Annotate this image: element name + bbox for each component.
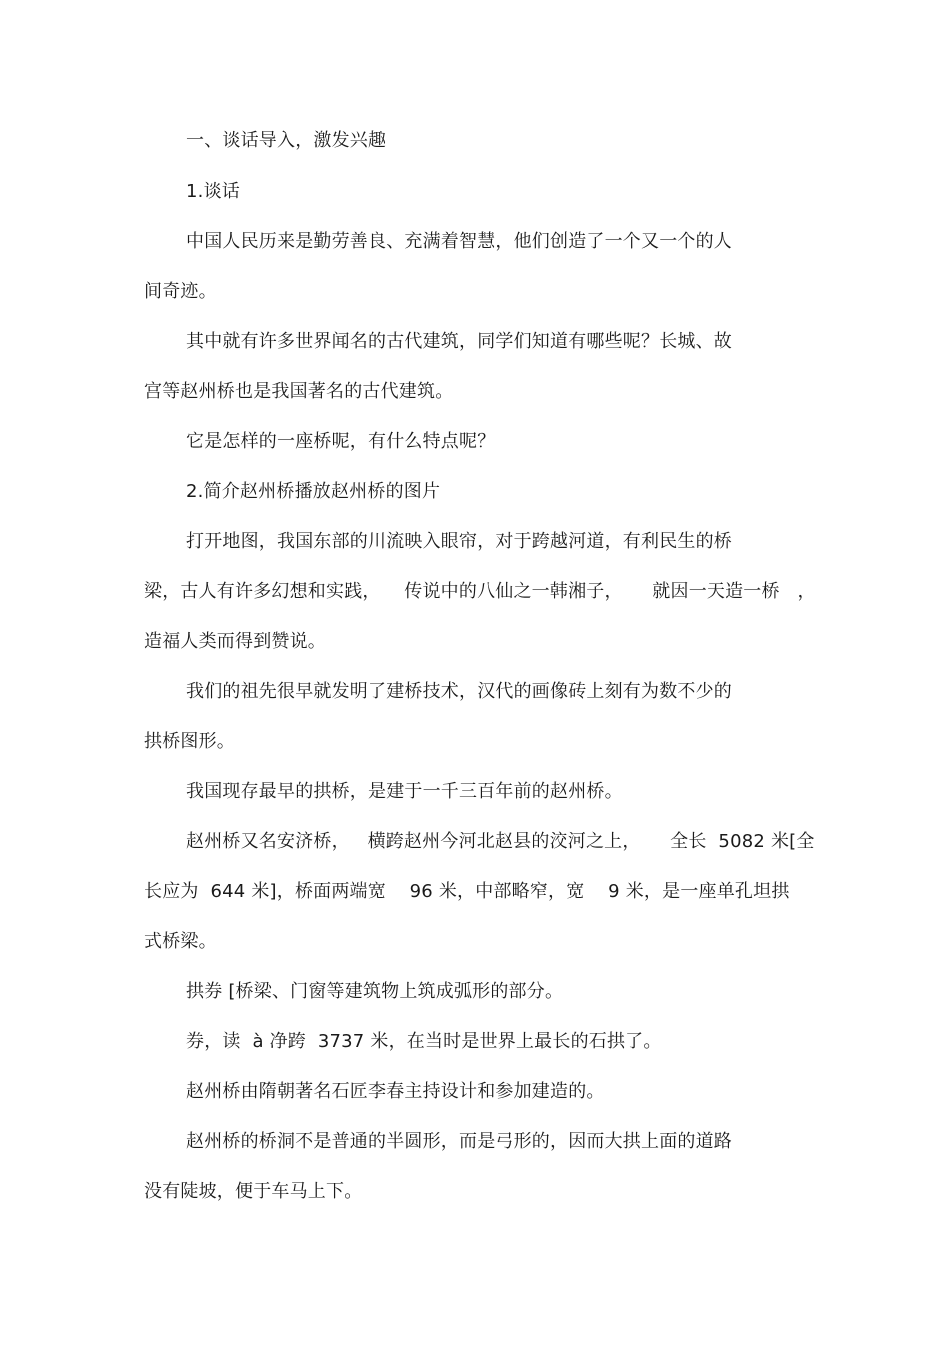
subheading-talk: 1.谈话: [186, 181, 240, 202]
paragraph-line: 造福人类而得到赞说。: [144, 631, 326, 652]
paragraph-line: 赵州桥由隋朝著名石匠李春主持设计和参加建造的。: [186, 1081, 605, 1102]
paragraph-line: 它是怎样的一座桥呢，有什么特点呢？: [186, 431, 496, 452]
paragraph-line: 我们的祖先很早就发明了建桥技术，汉代的画像砖上刻有为数不少的: [186, 681, 732, 702]
paragraph-line: 我国现存最早的拱桥，是建于一千三百年前的赵州桥。: [186, 781, 623, 802]
paragraph-line: 长应为 644 米]，桥面两端宽 96 米，中部略窄，宽 9 米，是一座单孔坦拱: [144, 881, 790, 902]
paragraph-line: 赵州桥的桥洞不是普通的半圆形，而是弓形的，因而大拱上面的道路: [186, 1131, 732, 1152]
paragraph-line: 券，读 à 净跨 3737 米，在当时是世界上最长的石拱了。: [186, 1031, 662, 1052]
paragraph-line: 拱桥图形。: [144, 731, 235, 752]
paragraph-line: 式桥梁。: [144, 931, 217, 952]
paragraph-line: 梁，古人有许多幻想和实践， 传说中的八仙之一韩湘子， 就因一天造一桥 ，: [144, 581, 816, 602]
paragraph-line: 中国人民历来是勤劳善良、充满着智慧，他们创造了一个又一个的人: [186, 231, 732, 252]
paragraph-line: 打开地图，我国东部的川流映入眼帘，对于跨越河道，有利民生的桥: [186, 531, 732, 552]
paragraph-line: 没有陡坡，便于车马上下。: [144, 1181, 363, 1202]
paragraph-line: 间奇迹。: [144, 281, 217, 302]
section-heading: 一、谈话导入，激发兴趣: [186, 130, 387, 151]
paragraph-line: 其中就有许多世界闻名的古代建筑，同学们知道有哪些呢？长城、故: [186, 331, 732, 352]
paragraph-line: 赵州桥又名安济桥， 横跨赵州今河北赵县的洨河之上， 全长 5082 米[全: [186, 831, 815, 852]
paragraph-line: 宫等赵州桥也是我国著名的古代建筑。: [144, 381, 454, 402]
subheading-intro: 2.简介赵州桥播放赵州桥的图片: [186, 481, 441, 502]
paragraph-line: 拱券 [桥梁、门窗等建筑物上筑成弧形的部分。: [186, 981, 564, 1002]
